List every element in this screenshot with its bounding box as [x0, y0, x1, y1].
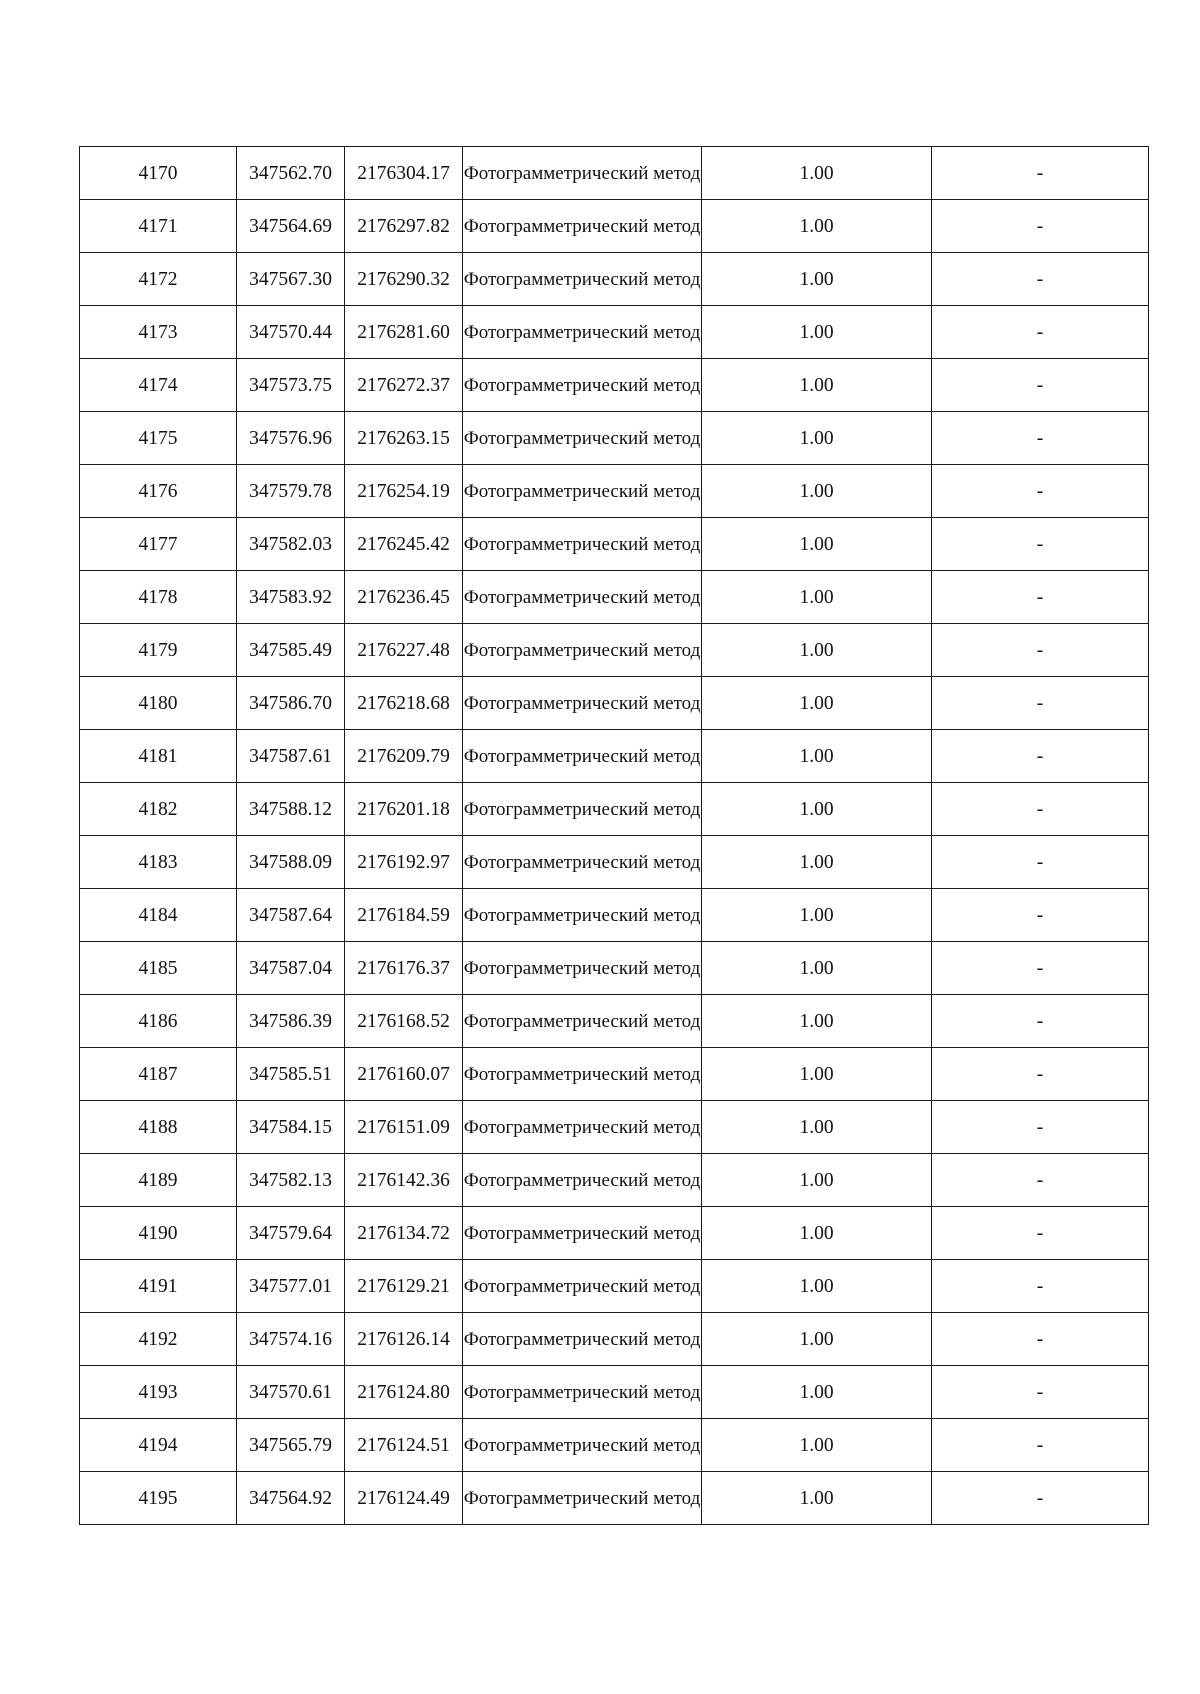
method-cell: Фотограмметрический метод — [463, 306, 702, 359]
y-coordinate-cell: 2176263.15 — [345, 412, 463, 465]
y-coordinate-cell: 2176124.51 — [345, 1419, 463, 1472]
accuracy-cell: 1.00 — [702, 359, 932, 412]
method-cell: Фотограмметрический метод — [463, 889, 702, 942]
point-number-cell: 4178 — [80, 571, 237, 624]
description-cell: - — [932, 624, 1149, 677]
description-cell: - — [932, 1101, 1149, 1154]
y-coordinate-cell: 2176192.97 — [345, 836, 463, 889]
accuracy-cell: 1.00 — [702, 465, 932, 518]
method-cell: Фотограмметрический метод — [463, 1260, 702, 1313]
table-row — [80, 147, 1149, 200]
description-cell: - — [932, 730, 1149, 783]
x-coordinate-cell: 347577.01 — [237, 1260, 345, 1313]
accuracy-cell: 1.00 — [702, 412, 932, 465]
x-coordinate-cell: 347583.92 — [237, 571, 345, 624]
accuracy-cell: 1.00 — [702, 889, 932, 942]
method-cell: Фотограмметрический метод — [463, 412, 702, 465]
method-cell: Фотограмметрический метод — [463, 200, 702, 253]
accuracy-cell: 1.00 — [702, 836, 932, 889]
point-number-cell: 4182 — [80, 783, 237, 836]
y-coordinate-cell: 2176142.36 — [345, 1154, 463, 1207]
x-coordinate-cell: 347574.16 — [237, 1313, 345, 1366]
description-cell: - — [932, 518, 1149, 571]
description-cell: - — [932, 571, 1149, 624]
accuracy-cell: 1.00 — [702, 783, 932, 836]
method-cell: Фотограмметрический метод — [463, 359, 702, 412]
table-row — [80, 677, 1149, 730]
x-coordinate-cell: 347564.69 — [237, 200, 345, 253]
accuracy-cell: 1.00 — [702, 1472, 932, 1525]
y-coordinate-cell: 2176134.72 — [345, 1207, 463, 1260]
accuracy-cell: 1.00 — [702, 730, 932, 783]
table-row — [80, 1313, 1149, 1366]
x-coordinate-cell: 347587.64 — [237, 889, 345, 942]
x-coordinate-cell: 347567.30 — [237, 253, 345, 306]
description-cell: - — [932, 1154, 1149, 1207]
method-cell: Фотограмметрический метод — [463, 942, 702, 995]
point-number-cell: 4180 — [80, 677, 237, 730]
accuracy-cell: 1.00 — [702, 147, 932, 200]
description-cell: - — [932, 995, 1149, 1048]
method-cell: Фотограмметрический метод — [463, 571, 702, 624]
method-cell: Фотограмметрический метод — [463, 1154, 702, 1207]
point-number-cell: 4191 — [80, 1260, 237, 1313]
y-coordinate-cell: 2176290.32 — [345, 253, 463, 306]
x-coordinate-cell: 347586.70 — [237, 677, 345, 730]
y-coordinate-cell: 2176245.42 — [345, 518, 463, 571]
method-cell: Фотограмметрический метод — [463, 518, 702, 571]
table-row — [80, 306, 1149, 359]
method-cell: Фотограмметрический метод — [463, 783, 702, 836]
point-number-cell: 4189 — [80, 1154, 237, 1207]
method-cell: Фотограмметрический метод — [463, 677, 702, 730]
table-row — [80, 730, 1149, 783]
accuracy-cell: 1.00 — [702, 1154, 932, 1207]
table-row — [80, 571, 1149, 624]
x-coordinate-cell: 347565.79 — [237, 1419, 345, 1472]
x-coordinate-cell: 347579.64 — [237, 1207, 345, 1260]
description-cell: - — [932, 677, 1149, 730]
y-coordinate-cell: 2176184.59 — [345, 889, 463, 942]
point-number-cell: 4192 — [80, 1313, 237, 1366]
y-coordinate-cell: 2176124.80 — [345, 1366, 463, 1419]
description-cell: - — [932, 147, 1149, 200]
method-cell: Фотограмметрический метод — [463, 1207, 702, 1260]
y-coordinate-cell: 2176129.21 — [345, 1260, 463, 1313]
method-cell: Фотограмметрический метод — [463, 1313, 702, 1366]
point-number-cell: 4170 — [80, 147, 237, 200]
accuracy-cell: 1.00 — [702, 1207, 932, 1260]
coordinates-table-body — [80, 147, 1149, 1525]
point-number-cell: 4181 — [80, 730, 237, 783]
accuracy-cell: 1.00 — [702, 518, 932, 571]
x-coordinate-cell: 347588.09 — [237, 836, 345, 889]
table-row — [80, 836, 1149, 889]
x-coordinate-cell: 347585.49 — [237, 624, 345, 677]
point-number-cell: 4193 — [80, 1366, 237, 1419]
accuracy-cell: 1.00 — [702, 306, 932, 359]
method-cell: Фотограмметрический метод — [463, 1048, 702, 1101]
table-row — [80, 412, 1149, 465]
table-row — [80, 942, 1149, 995]
x-coordinate-cell: 347585.51 — [237, 1048, 345, 1101]
description-cell: - — [932, 1260, 1149, 1313]
accuracy-cell: 1.00 — [702, 571, 932, 624]
y-coordinate-cell: 2176281.60 — [345, 306, 463, 359]
accuracy-cell: 1.00 — [702, 1101, 932, 1154]
x-coordinate-cell: 347576.96 — [237, 412, 345, 465]
description-cell: - — [932, 253, 1149, 306]
x-coordinate-cell: 347588.12 — [237, 783, 345, 836]
point-number-cell: 4175 — [80, 412, 237, 465]
accuracy-cell: 1.00 — [702, 1313, 932, 1366]
x-coordinate-cell: 347570.44 — [237, 306, 345, 359]
description-cell: - — [932, 783, 1149, 836]
method-cell: Фотограмметрический метод — [463, 147, 702, 200]
y-coordinate-cell: 2176254.19 — [345, 465, 463, 518]
table-row — [80, 995, 1149, 1048]
x-coordinate-cell: 347562.70 — [237, 147, 345, 200]
accuracy-cell: 1.00 — [702, 200, 932, 253]
table-row — [80, 518, 1149, 571]
method-cell: Фотограмметрический метод — [463, 1472, 702, 1525]
point-number-cell: 4195 — [80, 1472, 237, 1525]
table-row — [80, 1419, 1149, 1472]
table-row — [80, 1366, 1149, 1419]
coordinates-table — [79, 146, 1149, 1525]
x-coordinate-cell: 347587.61 — [237, 730, 345, 783]
method-cell: Фотограмметрический метод — [463, 1419, 702, 1472]
description-cell: - — [932, 889, 1149, 942]
description-cell: - — [932, 1048, 1149, 1101]
y-coordinate-cell: 2176151.09 — [345, 1101, 463, 1154]
point-number-cell: 4190 — [80, 1207, 237, 1260]
x-coordinate-cell: 347582.03 — [237, 518, 345, 571]
description-cell: - — [932, 1419, 1149, 1472]
y-coordinate-cell: 2176218.68 — [345, 677, 463, 730]
x-coordinate-cell: 347564.92 — [237, 1472, 345, 1525]
description-cell: - — [932, 200, 1149, 253]
table-row — [80, 783, 1149, 836]
table-row — [80, 359, 1149, 412]
point-number-cell: 4171 — [80, 200, 237, 253]
description-cell: - — [932, 306, 1149, 359]
method-cell: Фотограмметрический метод — [463, 465, 702, 518]
point-number-cell: 4174 — [80, 359, 237, 412]
point-number-cell: 4194 — [80, 1419, 237, 1472]
x-coordinate-cell: 347570.61 — [237, 1366, 345, 1419]
accuracy-cell: 1.00 — [702, 1419, 932, 1472]
accuracy-cell: 1.00 — [702, 677, 932, 730]
description-cell: - — [932, 942, 1149, 995]
y-coordinate-cell: 2176160.07 — [345, 1048, 463, 1101]
method-cell: Фотограмметрический метод — [463, 1366, 702, 1419]
table-row — [80, 624, 1149, 677]
description-cell: - — [932, 1207, 1149, 1260]
x-coordinate-cell: 347584.15 — [237, 1101, 345, 1154]
x-coordinate-cell: 347586.39 — [237, 995, 345, 1048]
point-number-cell: 4186 — [80, 995, 237, 1048]
accuracy-cell: 1.00 — [702, 942, 932, 995]
y-coordinate-cell: 2176201.18 — [345, 783, 463, 836]
description-cell: - — [932, 1472, 1149, 1525]
accuracy-cell: 1.00 — [702, 624, 932, 677]
table-row — [80, 1154, 1149, 1207]
y-coordinate-cell: 2176297.82 — [345, 200, 463, 253]
point-number-cell: 4185 — [80, 942, 237, 995]
accuracy-cell: 1.00 — [702, 1048, 932, 1101]
y-coordinate-cell: 2176209.79 — [345, 730, 463, 783]
accuracy-cell: 1.00 — [702, 1366, 932, 1419]
point-number-cell: 4176 — [80, 465, 237, 518]
description-cell: - — [932, 1313, 1149, 1366]
table-row — [80, 253, 1149, 306]
y-coordinate-cell: 2176227.48 — [345, 624, 463, 677]
method-cell: Фотограмметрический метод — [463, 624, 702, 677]
point-number-cell: 4184 — [80, 889, 237, 942]
accuracy-cell: 1.00 — [702, 1260, 932, 1313]
accuracy-cell: 1.00 — [702, 253, 932, 306]
point-number-cell: 4173 — [80, 306, 237, 359]
table-row — [80, 889, 1149, 942]
table-row — [80, 1101, 1149, 1154]
table-row — [80, 1048, 1149, 1101]
y-coordinate-cell: 2176272.37 — [345, 359, 463, 412]
x-coordinate-cell: 347579.78 — [237, 465, 345, 518]
y-coordinate-cell: 2176126.14 — [345, 1313, 463, 1366]
y-coordinate-cell: 2176168.52 — [345, 995, 463, 1048]
description-cell: - — [932, 465, 1149, 518]
y-coordinate-cell: 2176236.45 — [345, 571, 463, 624]
table-row — [80, 200, 1149, 253]
y-coordinate-cell: 2176176.37 — [345, 942, 463, 995]
description-cell: - — [932, 412, 1149, 465]
accuracy-cell: 1.00 — [702, 995, 932, 1048]
table-row — [80, 1207, 1149, 1260]
table-row — [80, 465, 1149, 518]
method-cell: Фотограмметрический метод — [463, 995, 702, 1048]
y-coordinate-cell: 2176124.49 — [345, 1472, 463, 1525]
point-number-cell: 4177 — [80, 518, 237, 571]
point-number-cell: 4172 — [80, 253, 237, 306]
x-coordinate-cell: 347573.75 — [237, 359, 345, 412]
description-cell: - — [932, 359, 1149, 412]
point-number-cell: 4183 — [80, 836, 237, 889]
description-cell: - — [932, 836, 1149, 889]
table-row — [80, 1260, 1149, 1313]
table-row — [80, 1472, 1149, 1525]
method-cell: Фотограмметрический метод — [463, 1101, 702, 1154]
method-cell: Фотограмметрический метод — [463, 730, 702, 783]
x-coordinate-cell: 347587.04 — [237, 942, 345, 995]
method-cell: Фотограмметрический метод — [463, 836, 702, 889]
point-number-cell: 4187 — [80, 1048, 237, 1101]
point-number-cell: 4179 — [80, 624, 237, 677]
point-number-cell: 4188 — [80, 1101, 237, 1154]
description-cell: - — [932, 1366, 1149, 1419]
x-coordinate-cell: 347582.13 — [237, 1154, 345, 1207]
y-coordinate-cell: 2176304.17 — [345, 147, 463, 200]
method-cell: Фотограмметрический метод — [463, 253, 702, 306]
